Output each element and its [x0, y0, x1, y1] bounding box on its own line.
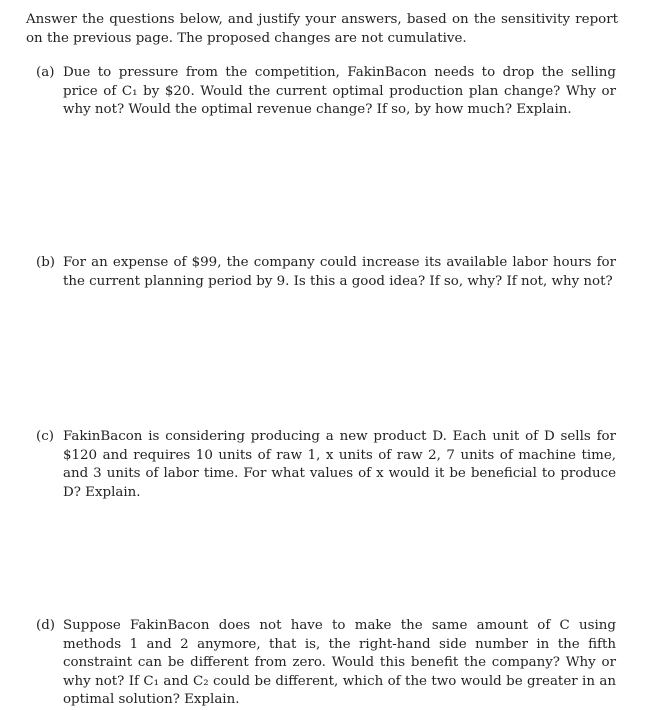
question-text: For an expense of $99, the company could increase its available labor hours for the current planning period by 9. Is this a good idea? If so, why? If not, why not?: [63, 255, 616, 289]
question-label: (a): [36, 65, 55, 80]
question-text: Due to pressure from the competition, FakinBacon needs to drop the selling price of C₁ by $20. Would the current optimal production plan change? Why or why not? Would the optimal revenue change? If so, by how much? Explain.: [63, 65, 616, 117]
question-text: Suppose FakinBacon does not have to make the same amount of C using methods 1 and 2 anymore, that is, the right-hand side number in the fifth constraint can be different from zero. Would this benefit the company? Why or why not? If C₁ and C₂ could be different, which of the two would be greater in an optimal solution? Explain.: [63, 618, 616, 707]
question-b: [36, 254, 616, 291]
instructions-paragraph: Answer the questions below, and justify your answers, based on the sensitivity report on the previous page. The proposed changes are not cumulative.: [26, 12, 618, 46]
question-text: FakinBacon is considering producing a new product D. Each unit of D sells for $120 and requires 10 units of raw 1, x units of raw 2, 7 units of machine time, and 3 units of labor time. For what values of x would it be beneficial to produce D? Explain.: [63, 429, 616, 500]
question-label: (d): [36, 618, 56, 633]
question-label: (c): [36, 429, 54, 444]
question-label: (b): [36, 255, 56, 270]
question-c: [36, 428, 616, 502]
question-d: [36, 617, 616, 710]
question-a: [36, 64, 616, 120]
